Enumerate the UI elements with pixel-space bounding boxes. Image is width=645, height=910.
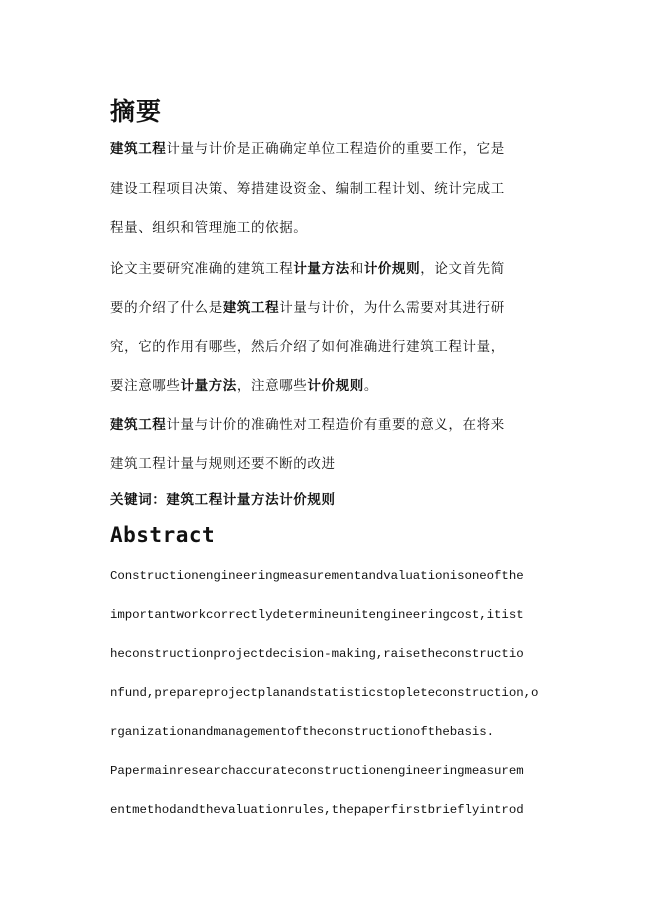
text-span: 计量与计价，为什么需要对其进行研 bbox=[279, 300, 505, 316]
text-span: 要注意哪些 bbox=[110, 378, 181, 394]
text-span: ，注意哪些 bbox=[236, 378, 308, 394]
english-line-5: rganizationandmanagementoftheconstructionofthebasis. bbox=[110, 725, 495, 739]
paragraph-1-line-3: 程量、组织和管理施工的依据。 bbox=[110, 220, 308, 236]
abstract-heading-en: Abstract bbox=[110, 523, 216, 547]
english-line-2: importantworkcorrectlydetermineunitengineeringcost,itist bbox=[110, 608, 524, 622]
bold-term: 计价规则 bbox=[307, 378, 364, 394]
abstract-heading-cn: 摘要 bbox=[110, 97, 163, 126]
text-span: 要的介绍了什么是 bbox=[110, 300, 223, 316]
paragraph-2-line-2 bbox=[110, 296, 505, 316]
paragraph-1-line-1 bbox=[110, 137, 505, 157]
bold-term: 计价规则 bbox=[363, 261, 421, 277]
text-span: 计量与计价的准确性对工程造价有重要的意义，在将来 bbox=[166, 417, 505, 433]
text-span: 和 bbox=[349, 261, 364, 277]
english-line-4: nfund,prepareprojectplanandstatisticstopleteconstruction,o bbox=[110, 686, 539, 700]
bold-term: 建筑工程 bbox=[222, 300, 280, 316]
english-line-3: heconstructionprojectdecision-making,raisetheconstructio bbox=[110, 647, 524, 661]
bold-term: 建筑工程 bbox=[110, 141, 167, 157]
text-span: 论文主要研究准确的建筑工程 bbox=[110, 261, 294, 277]
paragraph-1-line-2: 建设工程项目决策、筹措建设资金、编制工程计划、统计完成工 bbox=[110, 181, 505, 197]
paragraph-2-line-4 bbox=[110, 374, 378, 394]
paragraph-3-line-1 bbox=[110, 413, 505, 433]
bold-term: 建筑工程 bbox=[110, 417, 167, 433]
english-line-6: Papermainresearchaccurateconstructionengineeringmeasurem bbox=[110, 764, 524, 778]
english-line-1: Constructionengineeringmeasurementandvaluationisoneofthe bbox=[110, 569, 524, 583]
text-span: 。 bbox=[363, 378, 378, 394]
bold-term: 计量方法 bbox=[180, 378, 237, 394]
paragraph-3-line-2: 建筑工程计量与规则还要不断的改进 bbox=[110, 456, 336, 472]
paragraph-2-line-3: 究，它的作用有哪些，然后介绍了如何准确进行建筑工程计量， bbox=[110, 339, 505, 355]
bold-term: 计量方法 bbox=[293, 261, 350, 277]
paragraph-2-line-1 bbox=[110, 257, 505, 277]
english-line-7: entmethodandthevaluationrules,thepaperfirstbrieflyintrod bbox=[110, 803, 524, 817]
text-span: 计量与计价是正确确定单位工程造价的重要工作，它是 bbox=[166, 141, 505, 157]
keywords-line: 关键词：建筑工程计量方法计价规则 bbox=[110, 492, 336, 508]
text-span: ，论文首先简 bbox=[420, 261, 505, 277]
